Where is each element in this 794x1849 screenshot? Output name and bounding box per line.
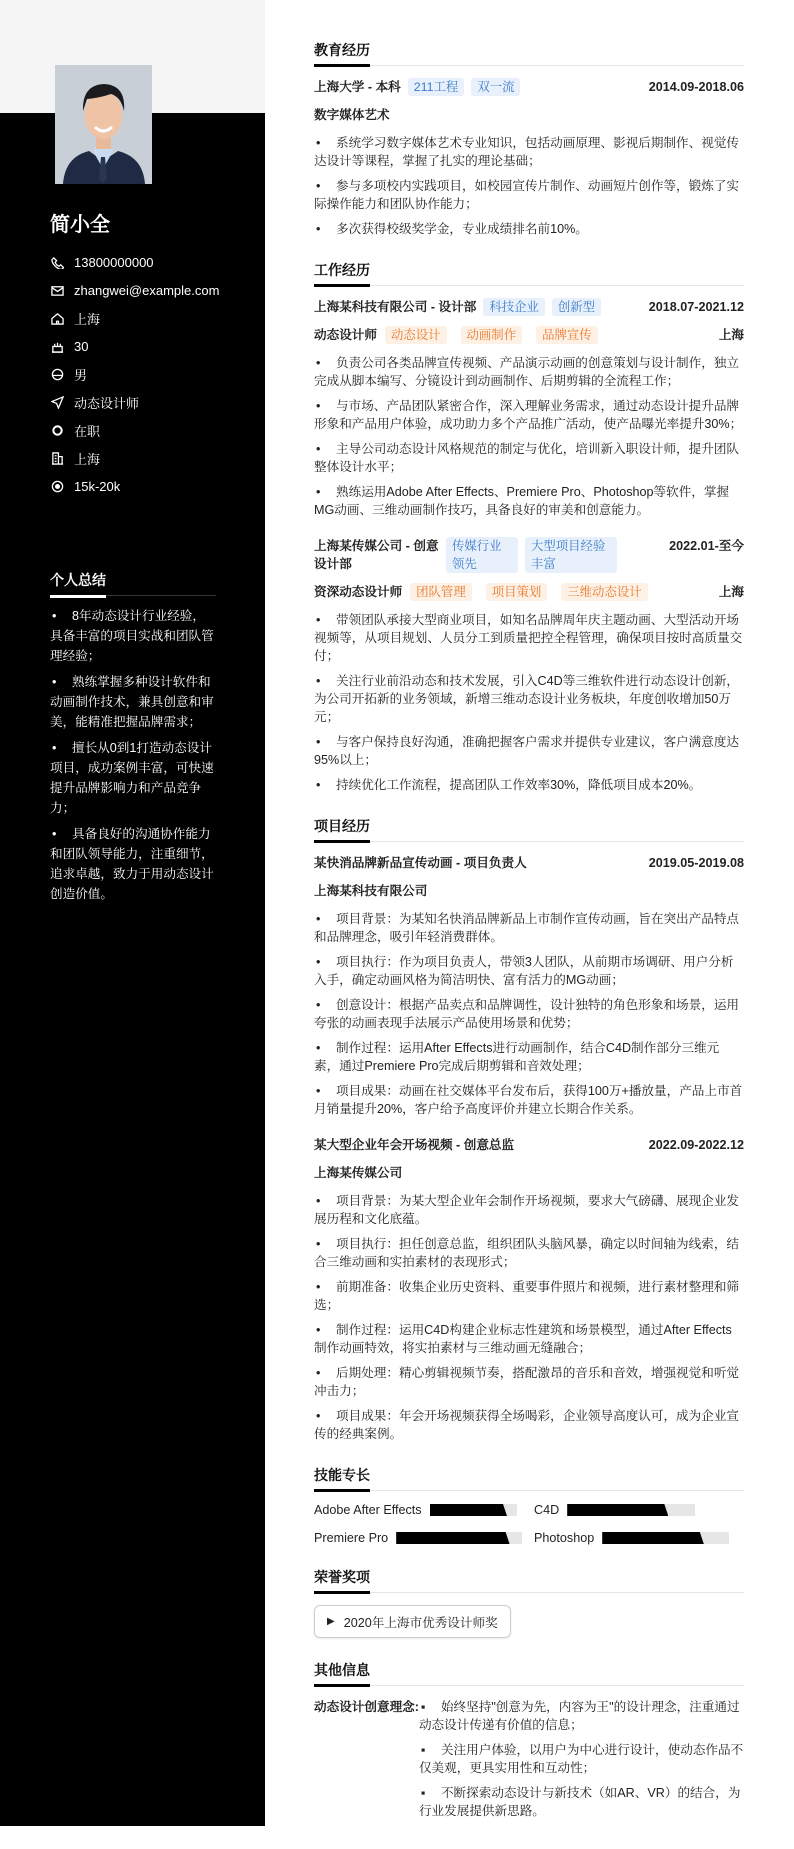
- tag: 科技企业: [483, 298, 545, 316]
- bullet-item: • 前期准备：收集企业历史资料、重要事件照片和视频，进行素材整理和筛选；: [314, 1278, 744, 1314]
- role: 动态设计师: [314, 328, 377, 342]
- project-org: 上海某传媒公司: [314, 1166, 403, 1180]
- section-title: 其他信息: [314, 1660, 744, 1686]
- bullet-item: • 项目执行：担任创意总监，组织团队头脑风暴，确定以时间轴为线索，结合三维动画和实拍素材的表现形式；: [314, 1235, 744, 1271]
- section-title: 技能专长: [314, 1465, 744, 1491]
- contact-item: 30: [50, 332, 250, 360]
- summary-list: [50, 606, 216, 904]
- skills-section: [314, 1465, 744, 1545]
- skill-item: Photoshop: [534, 1531, 744, 1545]
- bullet-item: • 创意设计：根据产品卖点和品牌调性，设计独特的角色形象和场景，运用夸张的动画表现手法展示产品使用场景和优势；: [314, 996, 744, 1032]
- section-title: 工作经历: [314, 260, 744, 286]
- bullet-item: • 系统学习数字媒体艺术专业知识，包括动画原理、影视后期制作、视觉传达设计等课程，掌握了扎实的理论基础；: [314, 134, 744, 170]
- tag: 创新型: [552, 298, 601, 316]
- project-entry: [314, 1136, 744, 1443]
- tag: 三维动态设计: [561, 583, 647, 601]
- cake-icon: [50, 339, 64, 353]
- school: 上海大学 - 本科: [314, 80, 401, 94]
- play-triangle-icon: ▶: [327, 1616, 335, 1627]
- project-org: 上海某科技有限公司: [314, 884, 428, 898]
- contact-item: 上海: [50, 444, 250, 472]
- work-section: [314, 260, 744, 794]
- home-icon: [50, 311, 64, 325]
- skill-item: C4D: [534, 1503, 744, 1517]
- contact-item: 动态设计师: [50, 388, 250, 416]
- gender-icon: [50, 367, 64, 381]
- skill-bar-fill: [567, 1504, 668, 1516]
- award-item[interactable]: ▶ 2020年上海市优秀设计师奖: [314, 1605, 511, 1638]
- date: 2022.09-2022.12: [648, 1138, 744, 1152]
- summary-item: • 熟练掌握多种设计软件和动画制作技术，兼具创意和审美，能精准把握品牌需求；: [50, 672, 216, 732]
- contact-item: 上海: [50, 304, 250, 332]
- bullet-item: • 制作过程：运用After Effects进行动画制作，结合C4D制作部分三维元素，通过Premiere Pro完成后期剪辑和音效处理；: [314, 1039, 744, 1075]
- bullet-item: • 项目成果：年会开场视频获得全场喝彩，企业领导高度认可，成为企业宣传的经典案例。: [314, 1407, 744, 1443]
- contact-item: 在职: [50, 416, 250, 444]
- phone-icon: [50, 255, 64, 269]
- project-entry: [314, 854, 744, 1118]
- major: 数字媒体艺术: [314, 108, 390, 122]
- skill-item: Premiere Pro: [314, 1531, 534, 1545]
- tag: 211工程: [408, 78, 465, 96]
- other-label: 动态设计创意理念:: [314, 1700, 419, 1714]
- bullet-item: • 项目背景：为某知名快消品牌新品上市制作宣传动画，旨在突出产品特点和品牌理念，吸引年轻消费群体。: [314, 910, 744, 946]
- bullet-item: ▪ 始终坚持"创意为先，内容为王"的设计理念，注重通过动态设计传递有价值的信息；: [419, 1698, 744, 1734]
- bullet-item: • 后期处理：精心剪辑视频节奏，搭配激昂的音乐和音效，增强视觉和听觉冲击力；: [314, 1364, 744, 1400]
- bullet-item: ▪ 不断探索动态设计与新技术（如AR、VR）的结合，为行业发展提供新思路。: [419, 1784, 744, 1820]
- city: 上海: [718, 585, 744, 599]
- bullet-item: ▪ 关注用户体验，以用户为中心进行设计，使动态作品不仅美观，更具实用性和互动性；: [419, 1741, 744, 1777]
- education-bullets: [314, 134, 744, 238]
- tag: 动态设计: [385, 326, 447, 344]
- section-title: 教育经历: [314, 40, 744, 66]
- mail-icon: [50, 283, 64, 297]
- bullet-item: • 熟练运用Adobe After Effects、Premiere Pro、Photoshop等软件，掌握MG动画、三维动画制作技巧，具备良好的审美和创意能力。: [314, 483, 744, 519]
- building-icon: [50, 451, 64, 465]
- skill-bar-fill: [396, 1532, 509, 1544]
- bullet-item: • 参与多项校内实践项目，如校园宣传片制作、动画短片创作等，锻炼了实际操作能力和团队协作能力；: [314, 177, 744, 213]
- summary-item: • 具备良好的沟通协作能力和团队领导能力，注重细节，追求卓越，致力于用动态设计创造价值。: [50, 824, 216, 904]
- tag: 动画制作: [461, 326, 523, 344]
- education-section: [314, 40, 744, 238]
- avatar: [55, 65, 152, 184]
- company: 上海某传媒公司 - 创意设计部: [314, 539, 439, 571]
- tag: 团队管理: [410, 583, 472, 601]
- projects-section: [314, 816, 744, 1443]
- summary-item: • 擅长从0到1打造动态设计项目，成功案例丰富，可快速提升品牌影响力和产品竞争力；: [50, 738, 216, 818]
- skill-bar: [396, 1532, 522, 1544]
- city: 上海: [718, 328, 744, 342]
- tag: 品牌宣传: [536, 326, 598, 344]
- awards-section: [314, 1567, 744, 1638]
- section-title: 项目经历: [314, 816, 744, 842]
- date: 2014.09-2018.06: [648, 80, 744, 94]
- status-icon: [50, 423, 64, 437]
- skill-bar: [602, 1532, 729, 1544]
- tag: 大型项目经验丰富: [525, 537, 617, 573]
- project-name: 某大型企业年会开场视频 - 创意总监: [314, 1138, 515, 1152]
- tag: 项目策划: [486, 583, 548, 601]
- contact-item: 15k-20k: [50, 472, 250, 500]
- tag: 传媒行业领先: [446, 537, 518, 573]
- contact-list: [50, 248, 250, 500]
- contact-item: 男: [50, 360, 250, 388]
- profile-name: 简小全: [50, 214, 110, 236]
- skill-bar: [430, 1504, 517, 1516]
- other-section: [314, 1660, 744, 1827]
- bullet-item: • 多次获得校级奖学金，专业成绩排名前10%。: [314, 220, 744, 238]
- send-icon: [50, 395, 64, 409]
- skill-bar-fill: [602, 1532, 704, 1544]
- bullet-item: • 项目成果：动画在社交媒体平台发布后，获得100万+播放量，产品上市首月销量提升20%，客户给予高度评价并建立长期合作关系。: [314, 1082, 744, 1118]
- tag: 双一流: [471, 78, 520, 96]
- summary-section: [50, 570, 216, 910]
- section-title: 个人总结: [50, 570, 216, 596]
- skill-item: Adobe After Effects: [314, 1503, 534, 1517]
- bullet-item: • 与市场、产品团队紧密合作，深入理解业务需求，通过动态设计提升品牌形象和产品用户体验，成功助力多个产品推广活动，使产品曝光率提升30%；: [314, 397, 744, 433]
- contact-item: zhangwei@example.com: [50, 276, 250, 304]
- main-content: [314, 40, 744, 1849]
- bullet-item: • 带领团队承接大型商业项目，如知名品牌周年庆主题动画、大型活动开场视频等，从项目规划、人员分工到质量把控全程管理，确保项目按时高质量交付；: [314, 611, 744, 665]
- bullet-item: • 主导公司动态设计风格规范的制定与优化，培训新入职设计师，提升团队整体设计水平；: [314, 440, 744, 476]
- salary-icon: [50, 479, 64, 493]
- section-title: 荣誉奖项: [314, 1567, 744, 1593]
- bullet-item: • 项目背景：为某大型企业年会制作开场视频，要求大气磅礴、展现企业发展历程和文化底蕴。: [314, 1192, 744, 1228]
- bullet-item: • 制作过程：运用C4D构建企业标志性建筑和场景模型，通过After Effects制作动画特效，将实拍素材与三维动画无缝融合；: [314, 1321, 744, 1357]
- skill-bar-fill: [430, 1504, 507, 1516]
- company: 上海某科技有限公司 - 设计部: [314, 300, 477, 314]
- project-name: 某快消品牌新品宣传动画 - 项目负责人: [314, 856, 527, 870]
- bullet-item: • 与客户保持良好沟通，准确把握客户需求并提供专业建议，客户满意度达95%以上；: [314, 733, 744, 769]
- date: 2019.05-2019.08: [648, 856, 744, 870]
- date: 2018.07-2021.12: [648, 300, 744, 314]
- contact-item: 13800000000: [50, 248, 250, 276]
- skill-bar: [567, 1504, 695, 1516]
- bullet-item: • 关注行业前沿动态和技术发展，引入C4D等三维软件进行动态设计创新，为公司开拓新的业务领域，新增三维动态设计业务板块，年度创收增加50万元；: [314, 672, 744, 726]
- summary-item: • 8年动态设计行业经验，具备丰富的项目实战和团队管理经验；: [50, 606, 216, 666]
- bullet-item: • 项目执行：作为项目负责人，带领3人团队，从前期市场调研、用户分析入手，确定动画风格为简洁明快、富有活力的MG动画；: [314, 953, 744, 989]
- role: 资深动态设计师: [314, 585, 403, 599]
- job-entry: [314, 298, 744, 519]
- job-entry: [314, 537, 744, 794]
- bullet-item: • 持续优化工作流程，提高团队工作效率30%，降低项目成本20%。: [314, 776, 744, 794]
- bullet-item: • 负责公司各类品牌宣传视频、产品演示动画的创意策划与设计制作，独立完成从脚本编写、分镜设计到动画制作、后期剪辑的全流程工作；: [314, 354, 744, 390]
- date: 2022.01-至今: [669, 539, 744, 553]
